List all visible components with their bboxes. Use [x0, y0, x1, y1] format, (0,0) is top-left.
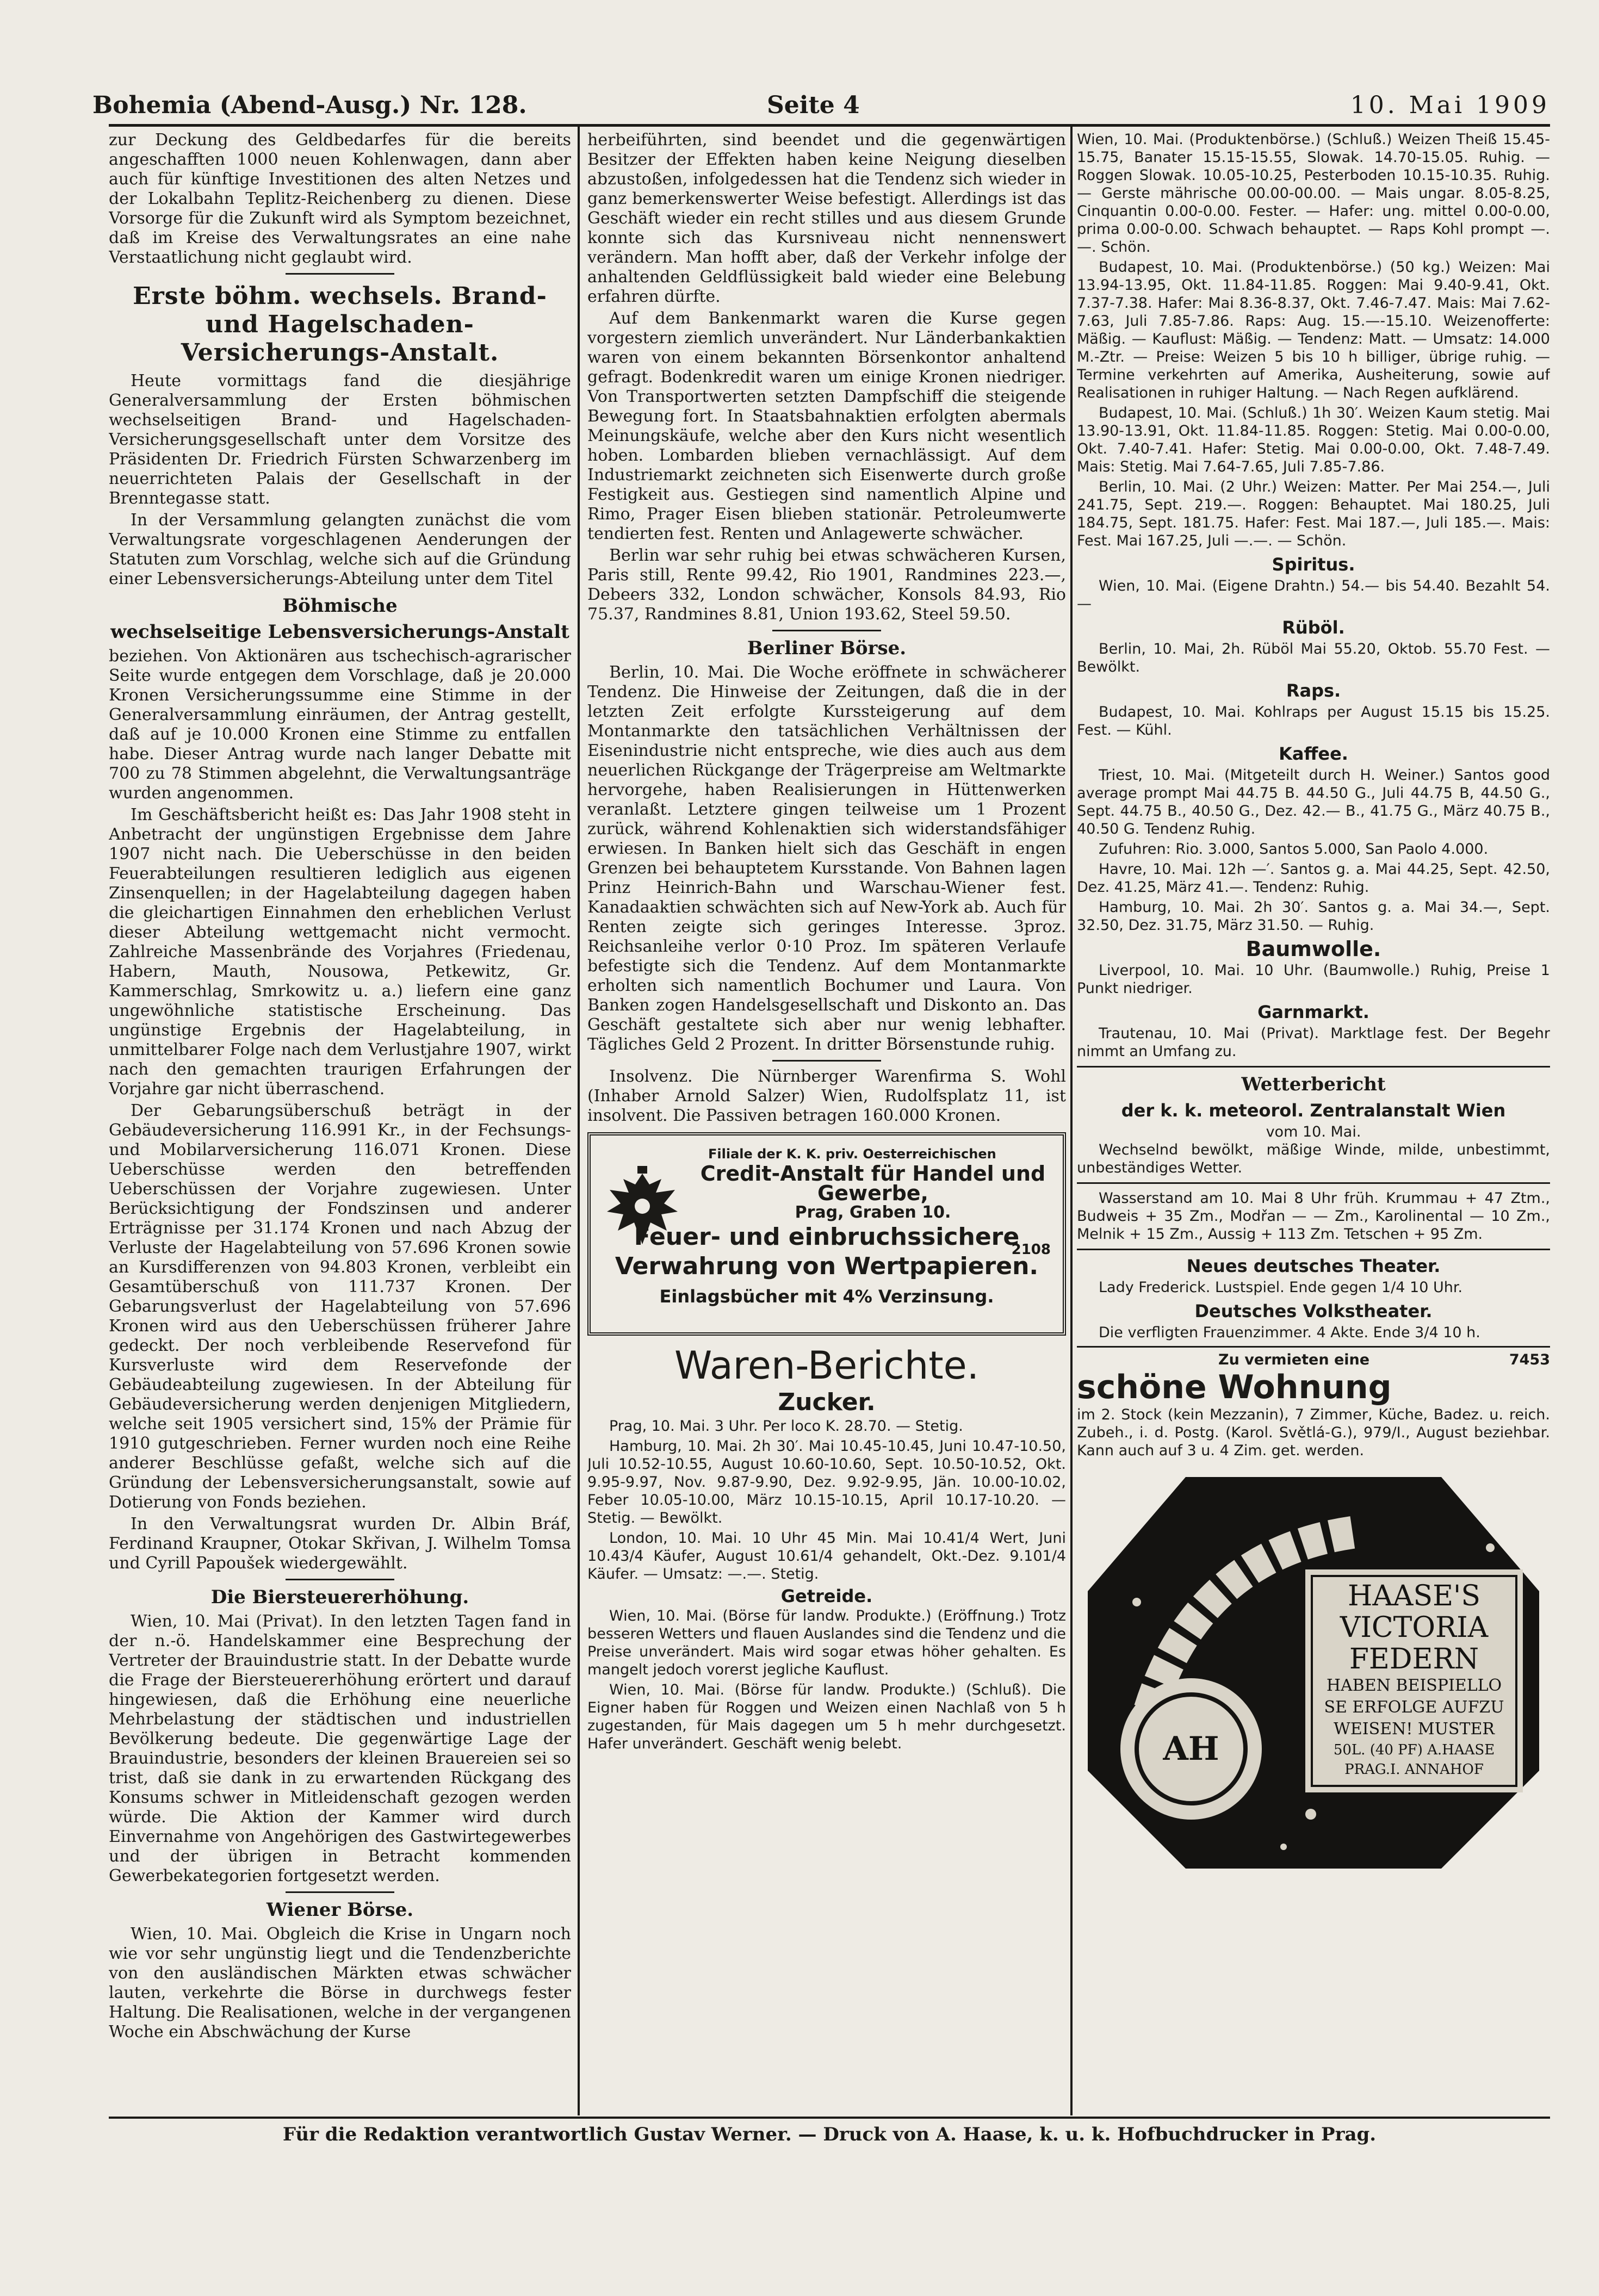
- imprint-footer: Für die Redaktion verantwortlich Gustav Werner. — Druck von A. Haase, k. u. k. Hofbuchdrucker in Prag.: [282, 2124, 1377, 2145]
- ad-line-2: Credit-Anstalt für Handel und Gewerbe,: [700, 1162, 1046, 1205]
- separator: [286, 1891, 394, 1893]
- haase-line: PRAG.I. ANNAHOF: [1344, 1761, 1484, 1778]
- ad-line-3: Prag, Graben 10.: [795, 1203, 951, 1222]
- section-subtitle: Garnmarkt.: [1257, 1002, 1369, 1022]
- haase-line: HAASE'S: [1348, 1580, 1480, 1612]
- separator: [286, 1579, 394, 1580]
- article-heading: Die Biersteuererhöhung.: [210, 1586, 469, 1608]
- ad-line-4: Feuer- und einbruchssichere Verwahrung von Wertpapieren.: [615, 1223, 1039, 1280]
- column-divider-1: [578, 125, 580, 2115]
- eagle-icon: [602, 1163, 683, 1255]
- market-report: Havre, 10. Mai. 12h —′. Santos g. a. Mai 44.25, Sept. 42.50, Dez. 41.25, März 41.—. Tendenz: Ruhig.: [1077, 861, 1550, 896]
- market-report: Wien, 10. Mai. (Börse für landw. Produkte.) (Eröffnung.) Trotz besseren Wetters und flauen Auslandes sind die Tendenz und die Preise unverändert. Mais wird sogar etwas höher gehalten. Es mangelt jedoch vorerst jegliche Kauflust.: [587, 1608, 1066, 1678]
- haase-advertisement: [1077, 1466, 1550, 1879]
- section-subtitle: Spiritus.: [1272, 554, 1355, 575]
- section-subtitle: Raps.: [1286, 680, 1341, 701]
- article-text: Insolvenz. Die Nürnberger Warenfirma S. Wohl (Inhaber Arnold Salzer) Wien, Rudolfsplatz 11, ist insolvent. Die Passiven betragen 160.000 Kronen.: [587, 1067, 1066, 1125]
- masthead: Bohemia (Abend-Ausg.) Nr. 128.: [92, 91, 527, 119]
- article-heading: Erste böhm. wechsels. Brand- und Hagelschaden-Versicherungs-Anstalt.: [133, 282, 547, 367]
- market-report: Berlin, 10. Mai, 2h. Rüböl Mai 55.20, Oktob. 55.70 Fest. — Bewölkt.: [1077, 641, 1550, 675]
- market-report: Hamburg, 10. Mai. 2h 30′. Mai 10.45-10.45, Juni 10.47-10.50, Juli 10.52-10.55, August 10.60-10.60, Sept. 10.50-10.52, Okt. 9.95-9.97, Nov. 9.87-9.90, Dez. 9.92-9.95, Jän. 10.00-10.02, Feber 10.05-10.00, März 10.15-10.15, April 10.17-10.20. — Stetig. — Bewölkt.: [587, 1438, 1066, 1526]
- market-report: Wien, 10. Mai. (Börse für landw. Produkte.) (Schluß). Die Eigner haben für Roggen und Weizen einen Nachlaß von 5 h zugestanden, für Mais dagegen um 5 h mehr durchgesetzt. Hafer unverändert. Geschäft wenig belebt.: [587, 1681, 1066, 1752]
- section-subtitle: Getreide.: [780, 1586, 873, 1606]
- article-heading: Berliner Börse.: [747, 637, 907, 659]
- separator: [286, 273, 394, 275]
- separator: [1077, 1066, 1550, 1068]
- article-text: Heute vormittags fand die diesjährige Generalversammlung der Ersten böhmischen wechselseitigen Brand- und Hagelschaden-Versicherungsgesellschaft unter dem Vorsitze des Präsidenten Dr. Friedrich Fürsten Schwarzenberg im neuerrichteten Palais der Gesellschaft in der Brenntegasse statt.: [109, 371, 571, 508]
- water-level-text: Wasserstand am 10. Mai 8 Uhr früh. Krummau + 47 Ztm., Budweis + 35 Zm., Modřan — — Zm., Karolinental — 10 Zm., Melnik + 15 Zm., Aussig + 113 Zm. Tetschen + 95 Zm.: [1077, 1190, 1550, 1243]
- section-subtitle: Rüböl.: [1282, 617, 1345, 638]
- market-report: Liverpool, 10. Mai. 10 Uhr. (Baumwolle.) Ruhig, Preise 1 Punkt niedriger.: [1077, 962, 1550, 997]
- market-report: Prag, 10. Mai. 3 Uhr. Per loco K. 28.70. — Stetig.: [609, 1418, 963, 1435]
- separator: [772, 1060, 881, 1062]
- weather-date: vom 10. Mai.: [1266, 1124, 1361, 1140]
- separator: [772, 630, 881, 631]
- article-text: Wien, 10. Mai (Privat). In den letzten Tagen fand in der n.-ö. Handelskammer eine Besprechung der Vertreter der Brauindustrie statt. In der Debatte wurde die Frage der Biersteuererhöhung erörtert und darauf hingewiesen, daß die Erhöhung eine neuerliche Mehrbelastung der städtischen und industriellen Bevölkerung bedeute. Die gegenwärtige Lage der Brauindustrie, besonders der kleinen Brauereien sei so trist, daß sie dank in zu erwartenden Rückgang des Konsums schwer in Mitleidenschaft gezogen werden würde. Die Aktion der Kammer wird durch Einvernahme von Angehörigen des Gastwirtegewerbes und der übrigen in Betracht kommenden Gewerbekategorien fortgesetzt werden.: [109, 1612, 571, 1885]
- page-header: [92, 82, 1550, 125]
- article-text: Der Gebarungsüberschuß beträgt in der Gebäudeversicherung 116.991 Kr., in der Fechsungs- und Mobilarversicherung 116.071 Kronen. Diese Ueberschüsse werden den betreffenden Ueberschüssen der Vorjahre zugewiesen. Unter Berücksichtigung der Fondszinsen und anderer Erträgnisse per 31.174 Kronen und nach Abzug der Verluste der Hagelabteilung von 57.696 Kronen sowie an Kursdifferenzen von 94.803 Kronen, verbleibt ein Gesamtüberschuß von 111.737 Kronen. Der Gebarungsverlust der Hagelabteilung von 57.696 Kronen wird aus den Ueberschüssen früherer Jahre gedeckt. Der noch verbleibende Reservefond für Kursverluste wird dem Reservefonde der Gebäudeabteilung zugewiesen. In der Abteilung für Gebäudeversicherung werden denjenigen Mitgliedern, welche seit 1905 versichert sind, 15% der Prämie für 1910 gutgeschrieben. Ferner wurden noch eine Reihe anderer Beschlüsse gefaßt, welche sich auf die Gründung der Lebensversicherungsanstalt, sowie auf Dotierung von Fonds beziehen.: [109, 1101, 571, 1512]
- market-report: London, 10. Mai. 10 Uhr 45 Min. Mai 10.41/4 Wert, Juni 10.43/4 Käufer, August 10.61/4 gehandelt, Okt.-Dez. 9.101/4 Käufer. — Umsatz: —.—. Stetig.: [587, 1530, 1066, 1583]
- apartment-ad-number: 7453: [1509, 1351, 1550, 1368]
- theater-text: Die verfligten Frauenzimmer. 4 Akte. Ende 3/4 10 h.: [1099, 1324, 1480, 1341]
- market-report: Trautenau, 10. Mai (Privat). Marktlage fest. Der Begehr nimmt an Umfang zu.: [1077, 1025, 1550, 1060]
- theater-title: Deutsches Volkstheater.: [1194, 1301, 1433, 1321]
- footer-rule: [109, 2117, 1550, 2119]
- article-text: herbeiführten, sind beendet und die gegenwärtigen Besitzer der Effekten haben keine Neigung dieselben abzustoßen, infolgedessen hat die Tendenz sich wieder in ganz bemerkenswerter Weise befestigt. Allerdings ist das Geschäft wieder ein recht stilles und aus diesem Grunde konnte sich das Kursniveau nicht nennenswert verändern. Man hofft aber, daß der Verkehr infolge der anhaltenden Geldflüssigkeit bald wieder eine Belebung erfahren dürfte.: [587, 131, 1066, 306]
- separator: [1077, 1182, 1550, 1184]
- haase-line: 50L. (40 PF) A.HAASE: [1333, 1742, 1495, 1758]
- apartment-ad-heading: schöne Wohnung: [1077, 1368, 1392, 1406]
- article-text: zur Deckung des Geldbedarfes für die bereits angeschafften 1000 neuen Kohlenwagen, dann aber auch für künftige Investitionen des alten Netzes und der Lokalbahn Teplitz-Reichenberg zu dienen. Diese Vorsorge für die Zukunft wird als Symptom bezeichnet, daß im Kreise des Verwaltungsrates an eine nahe Verstaatlichung nicht geglaubt wird.: [109, 131, 571, 267]
- section-subtitle: Zucker.: [778, 1388, 876, 1416]
- page-number: Seite 4: [767, 91, 860, 119]
- ad-line-1: Filiale der K. K. priv. Oesterreichischen: [708, 1146, 996, 1162]
- haase-line: FEDERN: [1349, 1643, 1479, 1676]
- theater-text: Lady Frederick. Lustspiel. Ende gegen 1/4 10 Uhr.: [1099, 1279, 1463, 1296]
- market-report: Budapest, 10. Mai. (Produktenbörse.) (50 kg.) Weizen: Mai 13.94-13.95, Okt. 11.84-11.85. Roggen: Mai 9.40-9.41, Okt. 7.37-7.38. Hafer: Mai 8.36-8.37, Okt. 7.46-7.47. Mais: Mai 7.62-7.63, Juli 7.85-7.86. Raps: Aug. 15.—-15.10. Weizenofferte: Mäßig. — Kauflust: Mäßig. — Tendenz: Matt. — Umsatz: 14.000 M.-Ztr. — Preise: Weizen 5 bis 10 h billiger, übrige ruhig. — Termine verkehrten auf Amerika, Ausheiterung, sowie auf Realisationen in ruhiger Haltung. — Nach Regen aufklärend.: [1077, 259, 1550, 401]
- ad-line-5: Einlagsbücher mit 4% Verzinsung.: [659, 1286, 994, 1307]
- theater-title: Neues deutsches Theater.: [1186, 1256, 1441, 1276]
- article-text: beziehen. Von Aktionären aus tschechisch-agrarischer Seite wurde entgegen dem Vorschlage, daß je 20.000 Kronen Versicherungssumme eine Stimme in der Generalversammlung einräumen, der Antrag gestellt, daß auf je 10.000 Kronen eine Stimme zu entfallen habe. Dieser Antrag wurde nach langer Debatte mit 700 zu 78 Stimmen abgelehnt, die Verwaltungsanträge wurden angenommen.: [109, 647, 571, 803]
- haase-line: HABEN BEISPIELLO: [1326, 1676, 1502, 1695]
- haase-line: SE ERFOLGE AUFZU: [1324, 1698, 1504, 1717]
- issue-date: 10. Mai 1909: [1350, 91, 1550, 119]
- haase-ad-text: [1313, 1580, 1515, 1779]
- separator: [1077, 1249, 1550, 1250]
- market-report: Wien, 10. Mai. (Eigene Drahtn.) 54.— bis 54.40. Bezahlt 54.—: [1077, 578, 1550, 612]
- apartment-ad-pre: Zu vermieten eine: [1218, 1351, 1370, 1368]
- article-heading: Wiener Börse.: [266, 1899, 414, 1921]
- market-report: Budapest, 10. Mai. Kohlraps per August 15.15 bis 15.25. Fest. — Kühl.: [1077, 704, 1550, 739]
- apartment-ad-text: im 2. Stock (kein Mezzanin), 7 Zimmer, Küche, Badez. u. reich. Zubeh., i. d. Postg. (Karol. Světlá-G.), 979/I., August beziehbar. Kann auch auf 3 u. 4 Zim. get. werden.: [1077, 1406, 1550, 1459]
- column-2: [587, 131, 1066, 2115]
- article-text: Wien, 10. Mai. Obgleich die Krise in Ungarn noch wie vor sehr ungünstig liegt und die Tendenzberichte von den ausländischen Märkten etwas schwächer lauten, verkehrte die Börse in durchwegs fester Haltung. Die Realisationen, welche in der vergangenen Woche ein Abschwächung der Kurse: [109, 1925, 571, 2041]
- haase-line: WEISEN! MUSTER: [1334, 1720, 1495, 1739]
- header-rule: [109, 124, 1550, 127]
- ad-number: 2108: [1011, 1242, 1051, 1258]
- bank-advertisement: [587, 1132, 1066, 1336]
- market-report: Triest, 10. Mai. (Mitgeteilt durch H. Weiner.) Santos good average prompt Mai 44.75 B. 44.50 G., Juli 44.75 B, 44.50 G., Sept. 44.75 B., 40.50 G., Dez. 42.— B., 41.75 G., März 40.75 B., 40.50 G. Tendenz Ruhig.: [1077, 767, 1550, 837]
- article-text: Auf dem Bankenmarkt waren die Kurse gegen vorgestern ziemlich unverändert. Nur Länderbankaktien waren von einem bekannten Börsenkontor anhaltend gefragt. Bodenkredit waren um einige Kronen niedriger. Von Transportwerten setzten Dampfschiff die steigende Bewegung fort. In Staatsbahnaktien erfolgten abermals Meinungskäufe, welche aber den Kurs nicht wesentlich hoben. Lombarden blieben vernachlässigt. Auf dem Industriemarkt zeichneten sich Eisenwerte durch große Festigkeit aus. Gestiegen sind namentlich Alpine und Rimo, Prager Eisen blieben stationär. Petroleumwerte tendierten fest. Renten und Anlagewerte schwächer.: [587, 309, 1066, 543]
- market-report: Budapest, 10. Mai. (Schluß.) 1h 30′. Weizen Kaum stetig. Mai 13.90-13.91, Okt. 11.84-11.85. Roggen: Stetig. Mai 0.00-0.00, Okt. 7.40-7.41. Hafer: Stetig. Mai 0.00-0.00, Okt. 7.48-7.49. Mais: Stetig. Mai 7.64-7.65, Juli 7.85-7.86.: [1077, 405, 1550, 475]
- weather-subtitle: der k. k. meteorol. Zentralanstalt Wien: [1121, 1100, 1506, 1121]
- market-report: Zufuhren: Rio. 3.000, Santos 5.000, San Paolo 4.000.: [1099, 841, 1489, 858]
- column-3: [1077, 131, 1550, 2115]
- section-title: Waren-Berichte.: [674, 1343, 979, 1388]
- weather-text: Wechselnd bewölkt, mäßige Winde, milde, unbestimmt, unbeständiges Wetter.: [1077, 1141, 1550, 1176]
- weather-title: Wetterbericht: [1241, 1073, 1386, 1095]
- article-text: Berlin war sehr ruhig bei etwas schwächeren Kursen, Paris still, Rente 99.42, Rio 1901, Randmines 223.—, Debeers 332, London schwächer, Konsols 84.93, Rio 75.37, Randmines 8.81, Union 193.62, Steel 59.50.: [587, 546, 1066, 624]
- section-subtitle: Kaffee.: [1279, 743, 1348, 764]
- article-text: In den Verwaltungsrat wurden Dr. Albin Bráf, Ferdinand Kraupner, Otokar Skřivan, J. Wilhelm Tomsa und Cyrill Papoušek wiedergewählt.: [109, 1515, 571, 1573]
- market-report: Berlin, 10. Mai. (2 Uhr.) Weizen: Matter. Per Mai 254.—, Juli 241.75, Sept. 219.—. Roggen: Behauptet. Mai 180.25, Juli 184.75, Sept. 181.75. Hafer: Fest. Mai 187.—, Juli 185.—. Mais: Fest. Mai 167.25, Juli —.—. — Schön.: [1077, 479, 1550, 549]
- article-text: Im Geschäftsbericht heißt es: Das Jahr 1908 steht in Anbetracht der ungünstigen Ergebnisse dem Jahre 1907 nicht nach. Die Ueberschüsse in den beiden Feuerabteilungen resultieren lediglich aus eigenen Zinsenquellen; in der Hagelabteilung dagegen haben die gleichartigen Einnahmen den erheblichen Verlust dieser Abteilung wettgemacht nicht vermocht. Zahlreiche Massenbrände des Vorjahres (Friedenau, Habern, Mauth, Nousowa, Petkewitz, Gr. Kammerschlag, Smrkowitz u. a.) liefern eine ganz ungewöhnliche statistische Erscheinung. Das ungünstige Ergebnis der Hagelabteilung, in unmittelbarer Folge nach dem Verlustjahre 1907, wirkt nach den gemachten traurigen Erfahrungen der Vorjahre gar nicht überraschend.: [109, 805, 571, 1099]
- subheading: wechselseitige Lebensversicherungs-Anstalt: [110, 621, 569, 643]
- column-divider-2: [1070, 125, 1073, 2115]
- haase-line: VICTORIA: [1340, 1611, 1489, 1644]
- article-text: In der Versammlung gelangten zunächst die vom Verwaltungsrate vorgeschlagenen Aenderungen der Statuten zum Vorschlag, welche sich auf die Gründung einer Lebensversicherungs-Abteilung unter dem Titel: [109, 511, 571, 588]
- article-text: Berlin, 10. Mai. Die Woche eröffnete in schwächerer Tendenz. Die Hinweise der Zeitungen, daß die in der letzten Zeit erfolgte Kurssteigerung auf dem Montanmarkte den tatsächlichen Verhältnissen der Eisenindustrie nicht entspreche, wie dies auch aus dem neuerlichen Rückgange der Trägerpreise am Weltmarkte hervorgehe, haben Realisierungen in Hüttenwerken veranlaßt. Letztere gingen teilweise um 1 Prozent zurück, während Kohlenaktien sich widerstandsfähiger erwiesen. In Banken hielt sich das Geschäft in engen Grenzen bei behauptetem Kursstande. Von Bahnen lagen Prinz Heinrich-Bahn und Warschau-Wiener fest. Kanadaaktien schwächten sich auf New-York ab. Auch für Renten zeigte sich geringes Interesse. 3proz. Reichsanleihe verlor 0·10 Proz. Im späteren Verlaufe befestigte sich die Tendenz. Auf dem Montanmarkte erholten sich namentlich Bochumer und Laura. Von Banken zogen Handelsgesellschaft und Diskonto an. Das Geschäft gestaltete sich aber nur wenig lebhafter. Tägliches Geld 2 Prozent. In dritter Börsenstunde ruhig.: [587, 663, 1066, 1054]
- svg-text:AH: AH: [1163, 1730, 1219, 1768]
- section-subtitle: Baumwolle.: [1245, 937, 1381, 961]
- market-report: Hamburg, 10. Mai. 2h 30′. Santos g. a. Mai 34.—, Sept. 32.50, Dez. 31.75, März 31.50. — Ruhig.: [1077, 899, 1550, 934]
- subheading: Böhmische: [282, 595, 398, 617]
- apartment-ad: [1077, 1346, 1550, 1460]
- column-1: [109, 131, 571, 2115]
- market-report: Wien, 10. Mai. (Produktenbörse.) (Schluß.) Weizen Theiß 15.45-15.75, Banater 15.15-15.55, Slowak. 14.70-15.05. Ruhig. — Roggen Slowak. 10.05-10.25, Pesterboden 10.15-10.35. Ruhig. — Gerste mährische 00.00-00.00. — Mais ungar. 8.05-8.25, Cinquantin 0.00-0.00. Fester. — Hafer: ung. mittel 0.00-0.00, prima 0.00-0.00. Schwach behauptet. — Raps Kohl prompt —.—. Schön.: [1077, 131, 1550, 256]
